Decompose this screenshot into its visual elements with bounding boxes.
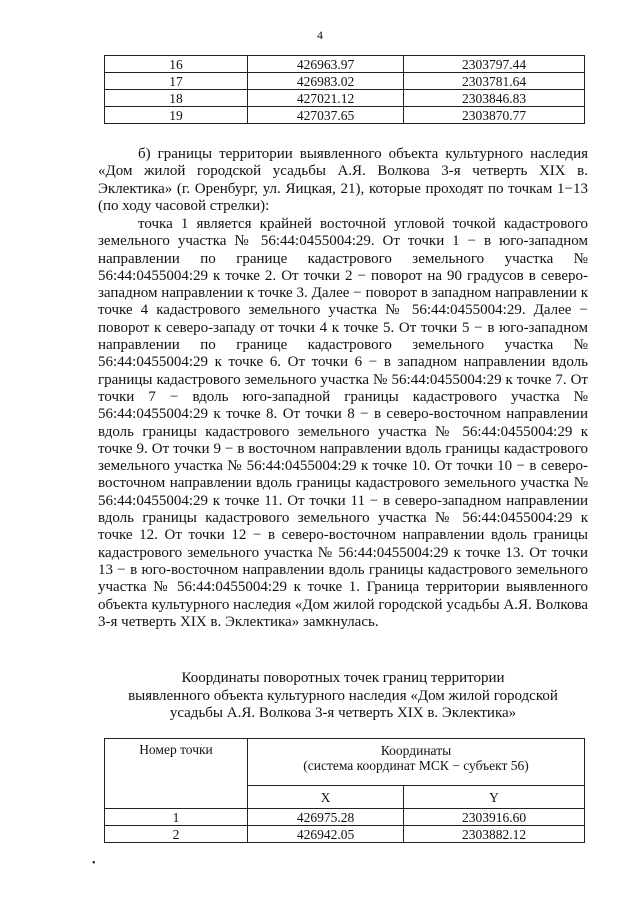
x-coordinate-cell: 426942.05 bbox=[248, 826, 404, 843]
x-coordinate-cell: 426963.97 bbox=[248, 56, 404, 73]
y-coordinate-cell: 2303781.64 bbox=[404, 73, 585, 90]
point-number-cell: 2 bbox=[105, 826, 248, 843]
header-y: Y bbox=[404, 786, 585, 809]
y-coordinate-cell: 2303916.60 bbox=[404, 809, 585, 826]
header-x: X bbox=[248, 786, 404, 809]
point-number-cell: 1 bbox=[105, 809, 248, 826]
point-number-cell: 17 bbox=[105, 73, 248, 90]
y-coordinate-cell: 2303870.77 bbox=[404, 107, 585, 124]
heading-line: Координаты поворотных точек границ территории bbox=[181, 670, 505, 686]
header-coordinates bbox=[248, 739, 585, 786]
x-coordinate-cell: 426983.02 bbox=[248, 73, 404, 90]
table-row bbox=[105, 809, 585, 826]
y-coordinate-cell: 2303797.44 bbox=[404, 56, 585, 73]
coordinates-table-continued bbox=[104, 55, 585, 124]
heading-line: выявленного объекта культурного наследия «Дом жилой городской bbox=[128, 687, 558, 704]
coordinates-heading bbox=[98, 670, 588, 723]
header-point-number: Номер точки bbox=[105, 739, 248, 809]
header-coordinate-system: (система координат МСК − субъект 56) bbox=[303, 758, 529, 773]
table-row bbox=[105, 90, 585, 107]
point-number-cell: 16 bbox=[105, 56, 248, 73]
x-coordinate-cell: 427021.12 bbox=[248, 90, 404, 107]
table-row bbox=[105, 826, 585, 843]
paragraph-b-territory-boundaries: б) границы территории выявленного объекта культурного наследия «Дом жилой городской усадьбы А.Я. Волкова 3-я четверть XIX в. Эклектика» (г. Оренбург, ул. Яицкая, 21), которые проходят по точкам 1−13 (по ходу часовой стрелки): bbox=[98, 146, 588, 214]
x-coordinate-cell: 427037.65 bbox=[248, 107, 404, 124]
y-coordinate-cell: 2303882.12 bbox=[404, 826, 585, 843]
table-row bbox=[105, 56, 585, 73]
point-number-cell: 18 bbox=[105, 90, 248, 107]
paragraph-boundary-points-description: точка 1 является крайней восточной угловой точкой кадастрового земельного участка № 56:44:0455004:29. От точки 1 − в юго-западном направлении по границе кадастрового земельного участка № 56:44:0455004:29 к точке 2. От точки 2 − поворот на 90 градусов в северо-западном направлении к точке 3. Далее − поворот в западном направлении к точке 4 кадастрового земельного участка № 56:44:0455004:29. Далее − поворот к северо-западу от точки 4 к точке 5. От точки 5 − в юго-западном направлении по границе кадастрового земельного участка № 56:44:0455004:29 к точке 6. От точки 6 − в западном направлении вдоль границы кадастрового земельного участка № 56:44:0455004:29 к точке 7. От точки 7 − вдоль юго-западной границы кадастрового участка № 56:44:0455004:29 к точке 8. От точки 8 − в северо-восточном направлении вдоль границы кадастрового земельного участка № 56:44:0455004:29 к точке 9. От точки 9 − в восточном направлении вдоль границы кадастрового земельного участка № 56:44:0455004:29 к точке 10. От точки 10 − в северо-восточном направлении вдоль границы кадастрового земельного участка № 56:44:0455004:29 к точке 11. От точки 11 − в северо-западном направлении вдоль границы кадастрового земельного участка № 56:44:0455004:29 к точке 12. От точки 12 − в северо-восточном направлении вдоль границы кадастрового земельного участка № 56:44:0455004:29 к точке 13. От точки 13 − в юго-восточном направлении вдоль границы кадастрового земельного участка № 56:44:0455004:29 к точке 1. Граница территории выявленного объекта культурного наследия «Дом жилой городской усадьбы А.Я. Волкова 3-я четверть XIX в. Эклектика» замкнулась. bbox=[98, 216, 588, 630]
header-coordinates-title: Координаты bbox=[380, 743, 452, 758]
table-row bbox=[105, 73, 585, 90]
stray-mark: • bbox=[92, 858, 96, 869]
coordinates-table bbox=[104, 738, 585, 843]
y-coordinate-cell: 2303846.83 bbox=[404, 90, 585, 107]
table-header-row bbox=[105, 739, 585, 786]
table-row bbox=[105, 107, 585, 124]
point-number-cell: 19 bbox=[105, 107, 248, 124]
heading-line: усадьбы А.Я. Волкова 3-я четверть XIX в. Эклектика» bbox=[169, 705, 517, 721]
page-number: 4 bbox=[317, 28, 323, 42]
x-coordinate-cell: 426975.28 bbox=[248, 809, 404, 826]
